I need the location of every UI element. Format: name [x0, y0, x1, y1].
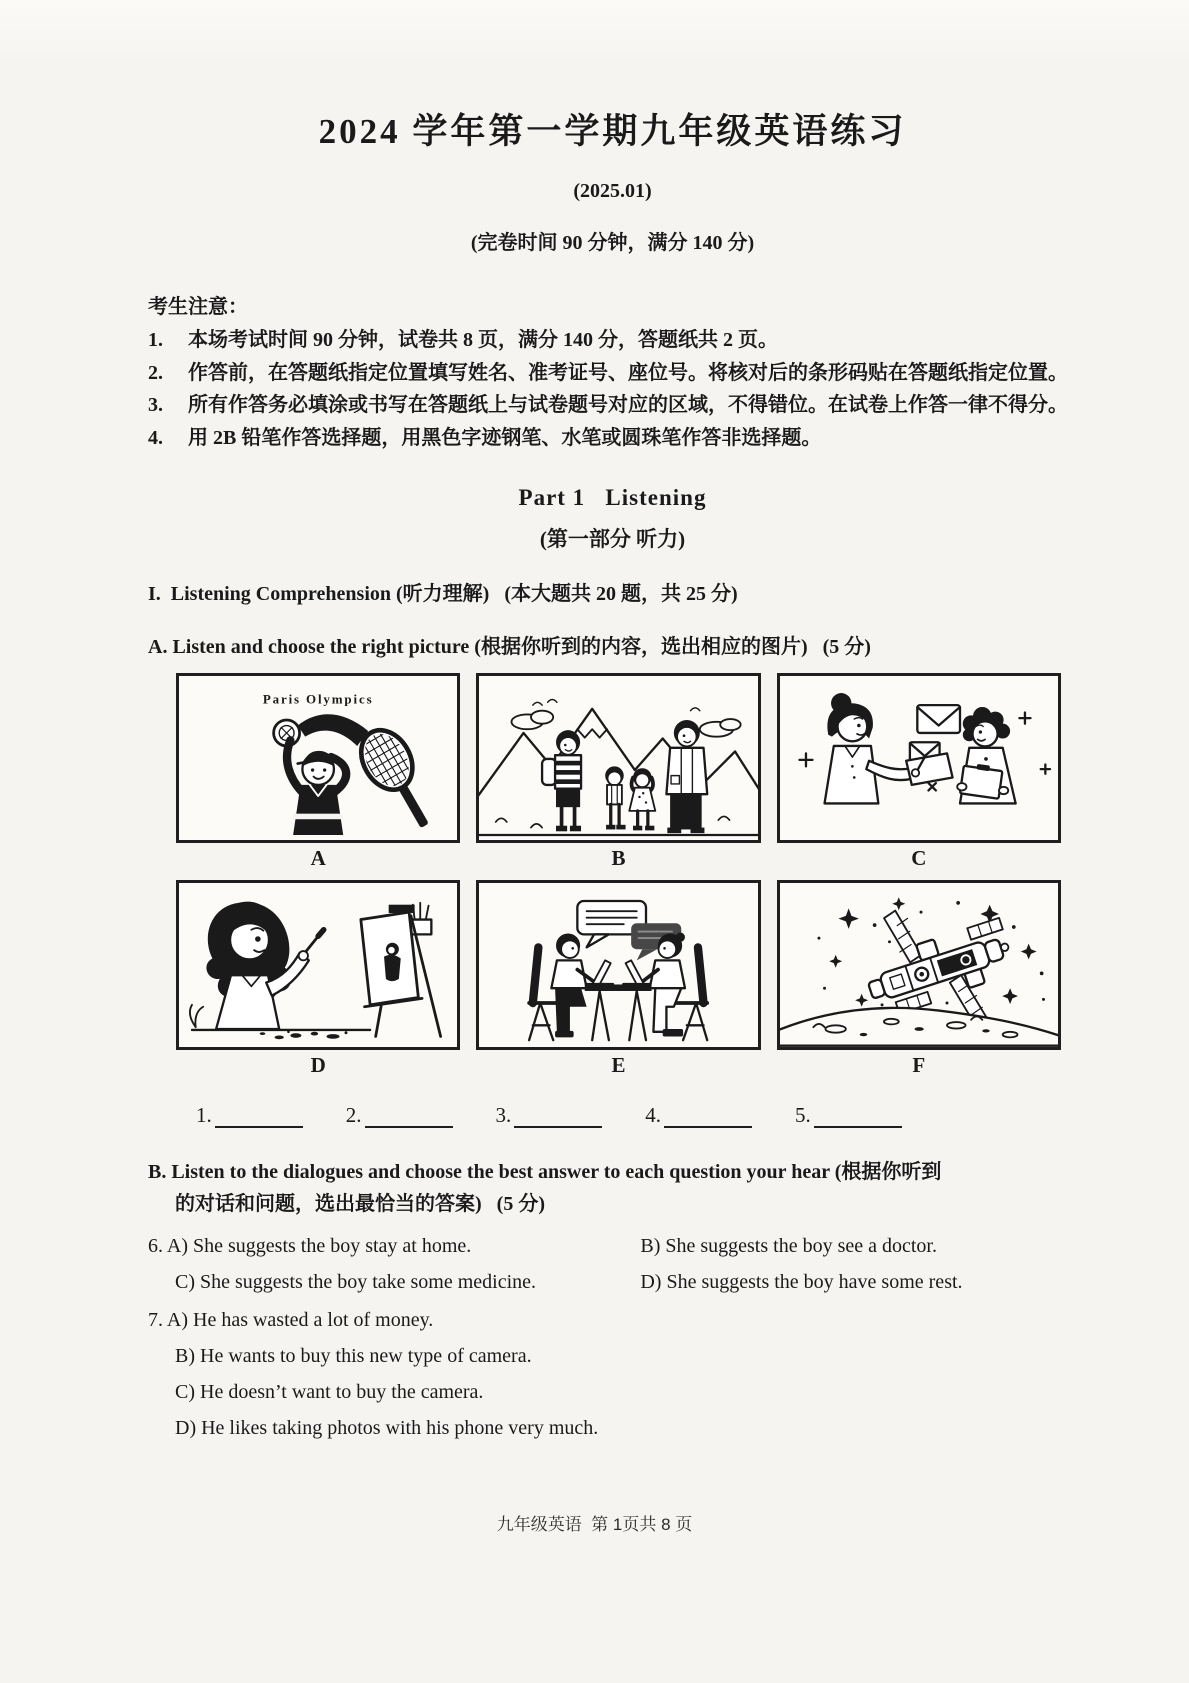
picture-option-d	[176, 880, 460, 1087]
page-title: 2024 学年第一学期九年级英语练习	[318, 112, 907, 151]
notice-item-number: 3.	[148, 394, 163, 417]
notice-item-number: 1.	[148, 328, 163, 351]
notice-item-number: 2.	[148, 361, 163, 384]
picture-d	[176, 880, 460, 1050]
picture-f	[777, 880, 1061, 1050]
question-6-option-d: D) She suggests the boy have some rest.	[640, 1270, 963, 1293]
blank-line	[814, 1104, 902, 1128]
notice-item-text: 作答前，在答题纸指定位置填写姓名、准考证号、座位号。将核对后的条形码贴在答题纸指定位置。	[188, 361, 1068, 384]
answer-blank-2	[346, 1103, 453, 1128]
question-7-option-b: B) He wants to buy this new type of camera.	[175, 1344, 532, 1367]
question-6	[148, 1228, 1077, 1300]
question-7-option-d: D) He likes taking photos with his phone very much.	[175, 1416, 599, 1439]
blank-line	[215, 1104, 303, 1128]
satellite-moon-illustration	[780, 883, 1058, 1047]
family-hiking-illustration	[479, 676, 757, 840]
question-6-option-b: B) She suggests the boy see a doctor.	[640, 1234, 937, 1257]
picture-options-grid	[176, 673, 1061, 1087]
blank-line	[664, 1104, 752, 1128]
part1-title: Part 1 Listening	[518, 484, 707, 510]
two-people-talking-illustration	[479, 883, 757, 1047]
page-footer: 九年级英语 第 1页共 8 页	[496, 1515, 693, 1534]
exam-date: (2025.01)	[573, 180, 652, 202]
answer-blanks-row	[196, 1103, 1077, 1128]
notice-item-text: 所有作答务必填涂或书写在答题纸上与试卷题号对应的区域，不得错位。在试卷上作答一律不得分。	[188, 394, 1068, 417]
picture-label-a: A	[310, 845, 326, 870]
question-7-option-c: C) He doesn’t want to buy the camera.	[175, 1380, 484, 1403]
blank-number: 1.	[196, 1102, 212, 1127]
blank-line	[365, 1104, 453, 1128]
paris-olympics-caption: Paris Olympics	[262, 691, 374, 707]
candidate-notice	[148, 291, 1077, 455]
picture-label-b: B	[611, 845, 626, 870]
picture-option-a	[176, 673, 460, 880]
blank-number: 2.	[345, 1102, 362, 1127]
blank-line	[514, 1104, 602, 1128]
picture-option-e	[476, 880, 760, 1087]
sectionB-line2: 的对话和问题，选出最恰当的答案) (5 分)	[175, 1192, 545, 1215]
question-6-option-c: C) She suggests the boy take some medicine.	[175, 1270, 537, 1293]
blank-number: 4.	[645, 1102, 661, 1127]
exam-duration: (完卷时间 90 分钟，满分 140 分)	[470, 232, 755, 254]
answer-blank-1	[196, 1103, 303, 1128]
notice-item-text: 本场考试时间 90 分钟，试卷共 8 页，满分 140 分，答题纸共 2 页。	[188, 328, 778, 351]
answer-blank-3	[496, 1103, 603, 1128]
sectionB-heading	[148, 1156, 1077, 1220]
woman-painting-illustration	[179, 883, 457, 1047]
picture-label-c: C	[911, 845, 927, 870]
picture-option-b	[476, 673, 760, 880]
notice-item	[148, 389, 1077, 422]
sectionB-line1: B. Listen to the dialogues and choose the best answer to each question your hear (根据你听到	[148, 1160, 942, 1183]
question-7	[148, 1302, 1077, 1446]
picture-e	[476, 880, 760, 1050]
notice-item-number: 4.	[148, 427, 163, 450]
notice-item-text: 用 2B 铅笔作答选择题，用黑色字迹钢笔、水笔或圆珠笔作答非选择题。	[188, 427, 822, 450]
picture-label-f: F	[912, 1052, 926, 1077]
picture-a	[176, 673, 460, 843]
answer-blank-4	[645, 1103, 752, 1128]
blank-number: 3.	[495, 1102, 512, 1127]
question-6-option-a: 6. A) She suggests the boy stay at home.	[148, 1234, 472, 1257]
sectionA-heading: A. Listen and choose the right picture (根据你听到的内容，选出相应的图片) (5 分)	[148, 635, 871, 658]
tennis-medal-illustration	[179, 676, 457, 840]
picture-label-e: E	[611, 1052, 626, 1077]
picture-option-c	[777, 673, 1061, 880]
notice-heading: 考生注意：	[148, 296, 248, 318]
notice-item	[148, 422, 1077, 455]
notice-item	[148, 324, 1077, 357]
picture-b	[476, 673, 760, 843]
picture-option-f	[777, 880, 1061, 1087]
part1-subtitle: (第一部分 听力)	[539, 526, 686, 551]
question-7-option-a: 7. A) He has wasted a lot of money.	[148, 1308, 434, 1331]
blank-number: 5.	[795, 1102, 811, 1127]
picture-c	[777, 673, 1061, 843]
answer-blank-5	[795, 1103, 902, 1128]
picture-label-d: D	[310, 1052, 326, 1077]
women-letters-illustration	[780, 676, 1058, 840]
section1-heading: I. Listening Comprehension (听力理解) (本大题共 20 题，共 25 分)	[148, 582, 738, 605]
notice-item	[148, 357, 1077, 390]
